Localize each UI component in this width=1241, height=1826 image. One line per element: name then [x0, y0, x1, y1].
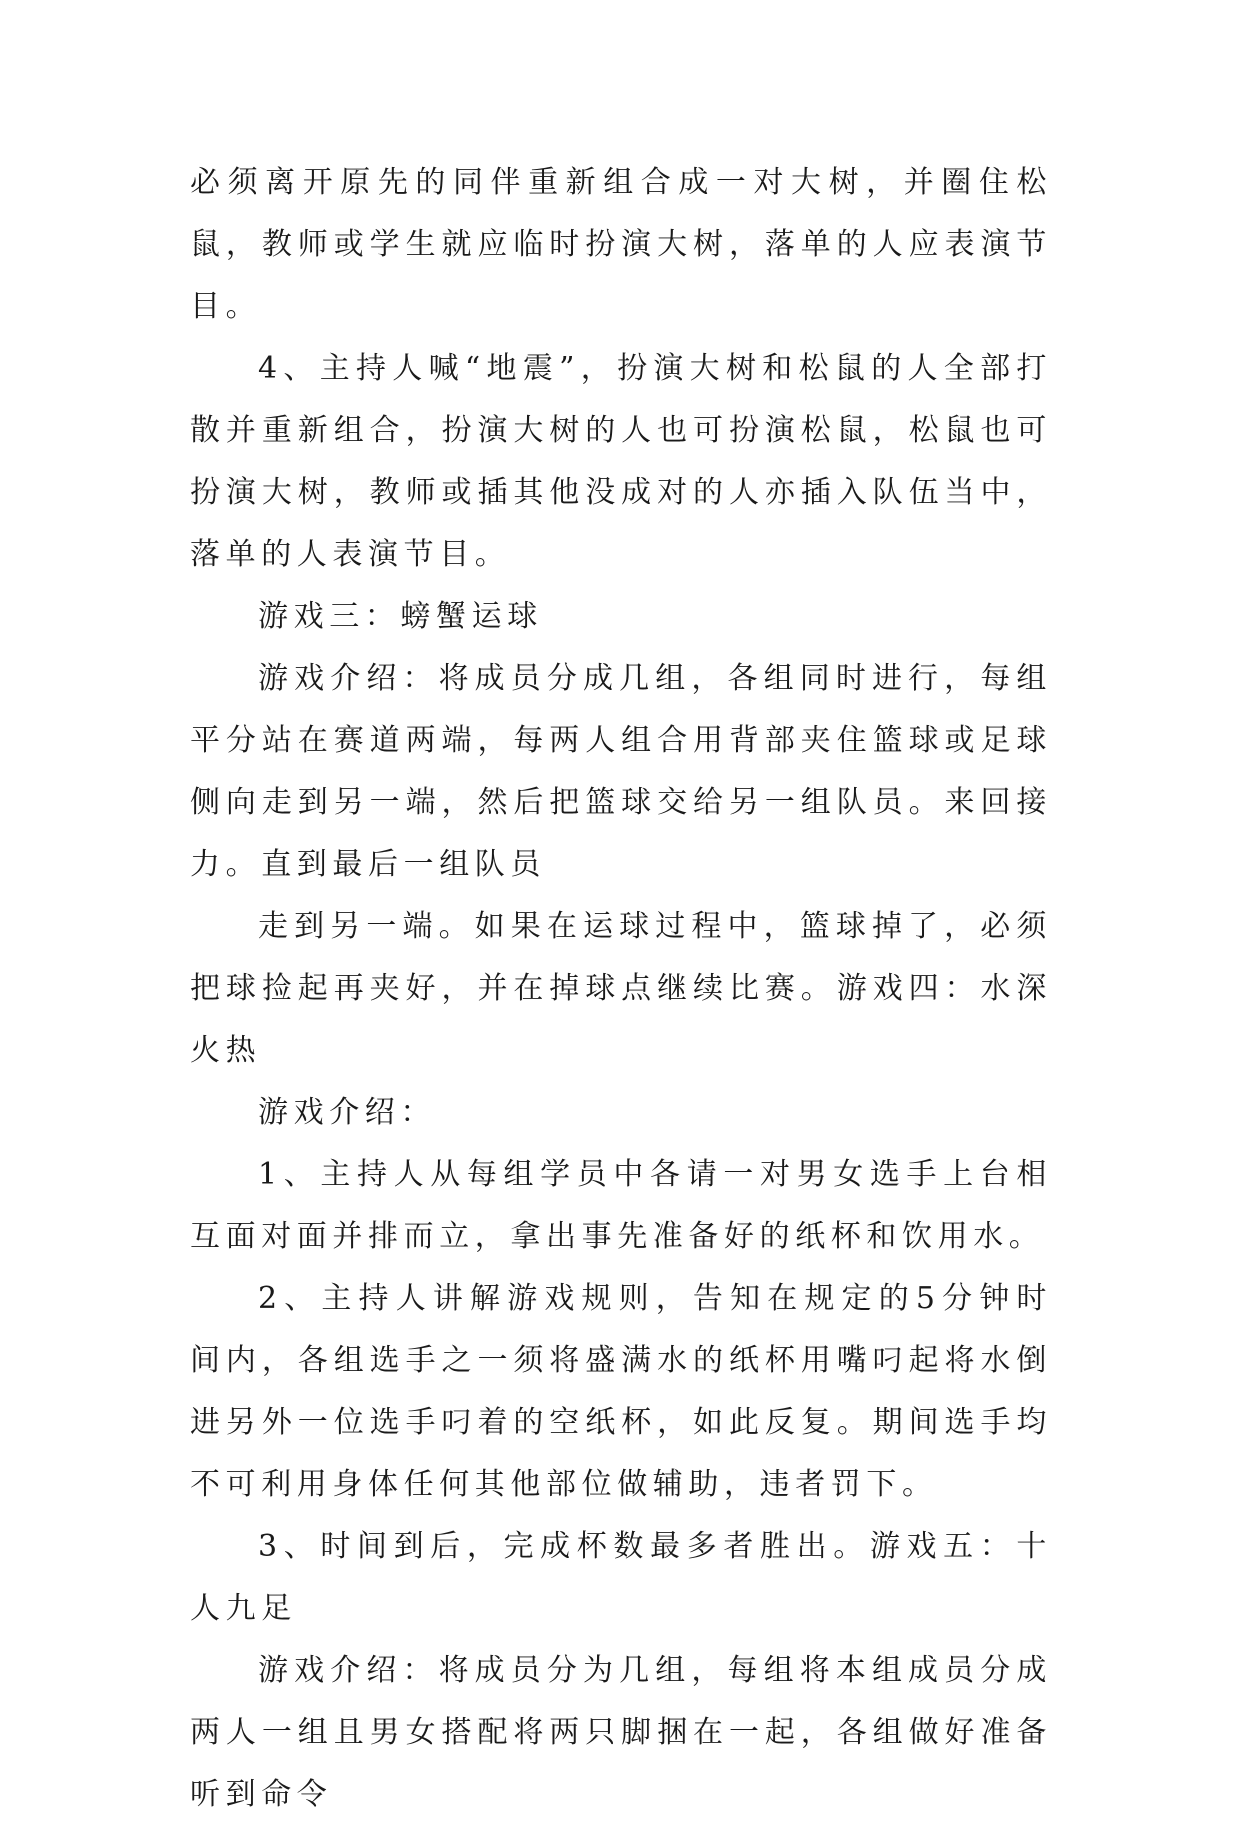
paragraph-9: 3、时间到后，完成杯数最多者胜出。游戏五：十人九足: [190, 1529, 1052, 1626]
paragraph-6: 游戏介绍：: [258, 1095, 436, 1130]
paragraph-8: 2、主持人讲解游戏规则，告知在规定的5分钟时间内，各组选手之一须将盛满水的纸杯用嘴叼起将水倒进另外一位选手叼着的空纸杯，如此反复。期间选手均不可利用身体任何其他部位做辅助，违者罚下。: [190, 1281, 1052, 1502]
paragraph-10: 游戏介绍：将成员分为几组，每组将本组成员分成两人一组且男女搭配将两只脚捆在一起，各组做好准备听到命令: [190, 1653, 1052, 1812]
paragraph-3: 游戏三：螃蟹运球: [258, 599, 543, 634]
paragraph-1: 必须离开原先的同伴重新组合成一对大树，并圈住松鼠，教师或学生就应临时扮演大树，落单的人应表演节目。: [190, 165, 1052, 324]
document-body: [190, 152, 1052, 1826]
paragraph-2: 4、主持人喊“地震”，扮演大树和松鼠的人全部打散并重新组合，扮演大树的人也可扮演松鼠，松鼠也可扮演大树，教师或插其他没成对的人亦插入队伍当中，落单的人表演节目。: [190, 351, 1052, 572]
paragraph-5: 走到另一端。如果在运球过程中，篮球掉了，必须把球捡起再夹好，并在掉球点继续比赛。游戏四：水深火热: [190, 909, 1052, 1068]
paragraph-7: 1、主持人从每组学员中各请一对男女选手上台相互面对面并排而立，拿出事先准备好的纸杯和饮用水。: [190, 1157, 1052, 1254]
paragraph-4: 游戏介绍：将成员分成几组，各组同时进行，每组平分站在赛道两端，每两人组合用背部夹住篮球或足球侧向走到另一端，然后把篮球交给另一组队员。来回接力。直到最后一组队员: [190, 661, 1052, 882]
